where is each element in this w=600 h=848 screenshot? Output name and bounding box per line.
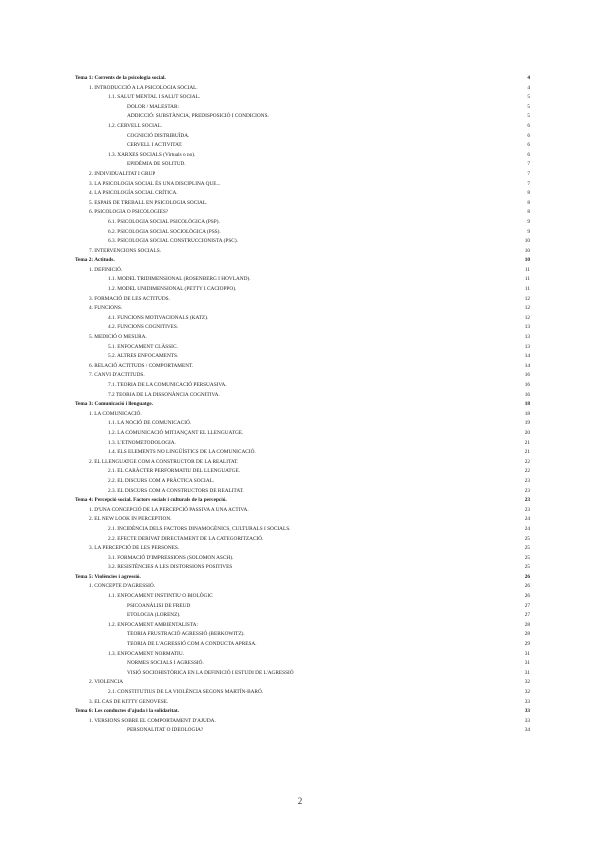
toc-entry[interactable] (75, 592, 530, 602)
toc-entry-title: 4.2. FUNCIONS COGNITIVES. (108, 324, 179, 331)
toc-entry[interactable] (75, 371, 530, 381)
toc-entry[interactable] (75, 506, 530, 516)
toc-entry-page: 4 (527, 75, 530, 81)
toc-entry[interactable] (75, 467, 530, 477)
toc-entry-page: 16 (524, 391, 530, 398)
toc-entry-page: 6 (527, 151, 530, 158)
toc-entry-page: 8 (527, 199, 530, 206)
toc-entry[interactable] (75, 582, 530, 592)
toc-chapter-entry[interactable] (75, 496, 530, 506)
toc-entry-page: 19 (524, 420, 530, 427)
toc-entry[interactable] (75, 535, 530, 545)
toc-entry[interactable] (75, 285, 530, 295)
toc-entry-title: 6.3. PSICOLOGIA SOCIAL CONSTRUCCIONISTA (PSC). (108, 238, 238, 245)
toc-entry-page: 7 (527, 161, 530, 168)
toc-entry-title: VISIÓ SOCIOHISTÒRICA EN LA DEFINICIÓ I ESTUDI DE L'AGRESSIÓ (127, 669, 294, 676)
toc-entry-page: 27 (524, 612, 530, 619)
toc-entry-page: 16 (524, 372, 530, 379)
toc-entry-title: 2. EL NEW LOOK IN PERCEPTION. (89, 516, 172, 523)
toc-entry[interactable] (75, 84, 530, 94)
toc-entry[interactable] (75, 323, 530, 333)
toc-entry[interactable] (75, 669, 530, 679)
toc-entry-title: 7. CANVI D'ACTITUDS. (89, 372, 145, 379)
toc-entry-title: Tema 4: Percepció social. Factors socials i culturals de la percepció. (75, 497, 227, 504)
toc-entry-page: 32 (524, 689, 530, 695)
toc-entry-title: 1.2. ENFOCAMENT AMBIENTALISTA: (108, 621, 198, 628)
toc-entry-page: 28 (524, 621, 530, 628)
toc-entry-title: 3. FORMACIÓ DE LES ACTITUDS. (89, 295, 170, 302)
toc-entry[interactable] (75, 429, 530, 439)
toc-entry-page: 13 (524, 343, 530, 350)
toc-entry[interactable] (75, 439, 530, 449)
toc-entry-page: 23 (524, 487, 530, 494)
toc-entry-page: 12 (524, 305, 530, 312)
toc-entry[interactable] (75, 419, 530, 429)
toc-entry[interactable] (75, 93, 530, 103)
toc-chapter-entry[interactable] (75, 256, 530, 266)
toc-entry[interactable] (75, 448, 530, 458)
toc-entry-title: 2.2. EFECTE DERIVAT DIRECTAMENT DE LA CATEGORITZACIÓ. (108, 535, 264, 542)
toc-entry[interactable] (75, 314, 530, 324)
toc-entry-title: Tema 6: Les conductes d'ajuda i la solidaritat. (75, 708, 179, 715)
toc-entry[interactable] (75, 160, 530, 170)
toc-entry-title: PSICOANÀLISI DE FREUD (127, 602, 191, 609)
toc-entry-page: 25 (524, 535, 530, 542)
toc-entry-page: 22 (524, 458, 530, 465)
toc-entry-page: 29 (524, 641, 530, 648)
toc-entry-title: 5.2. ALTRES ENFOCAMENTS. (108, 353, 179, 360)
toc-entry-page: 21 (524, 449, 530, 456)
toc-entry-title: ADDICCIÓ: SUBSTÀNCIA, PREDISPOSICIÓ I CONDICIONS. (127, 113, 269, 120)
toc-entry-title: 5. MEDICIÓ O MESURA. (89, 334, 147, 341)
toc-entry-page: 13 (524, 334, 530, 341)
toc-entry-page: 4 (527, 84, 530, 91)
toc-entry-title: 4.1. FUNCIONS MOTIVACIONALS (KATZ). (108, 314, 209, 321)
toc-entry-page: 11 (524, 266, 530, 273)
toc-entry-title: EPIDÈMIA DE SOLITUD. (127, 161, 186, 168)
toc-entry-page: 11 (524, 276, 530, 283)
toc-entry-title: 1.1. MODEL TRIDIMENSIONAL (ROSENBERG I HOVLAND). (108, 276, 251, 283)
toc-entry-page: 33 (524, 698, 530, 705)
toc-entry-page: 28 (524, 631, 530, 638)
toc-entry-title: 2. VIOLENCIA (89, 679, 124, 686)
toc-entry-page: 31 (524, 669, 530, 676)
toc-entry-title: PERSONALITAT O IDEOLOGIA? (127, 727, 204, 734)
toc-entry[interactable] (75, 678, 530, 688)
toc-entry-page: 5 (527, 94, 530, 101)
toc-entry[interactable] (75, 103, 530, 113)
toc-entry-title: 1.3. ENFOCAMENT NORMATIU. (108, 650, 184, 657)
toc-entry[interactable] (75, 304, 530, 314)
toc-entry-page: 31 (524, 650, 530, 657)
toc-entry-title: 6.2. PSICOLOGIA SOCIAL SOCIOLÒGICA (PSS). (108, 228, 221, 235)
toc-entry-title: 7.2 TEORIA DE LA DISSONÀNCIA COGNITIVA. (108, 391, 220, 398)
toc-entry[interactable] (75, 189, 530, 199)
toc-entry-page: 18 (524, 410, 530, 417)
toc-entry-page: 32 (524, 679, 530, 686)
toc-entry[interactable] (75, 151, 530, 161)
toc-entry[interactable] (75, 333, 530, 343)
toc-entry-page: 11 (524, 286, 530, 293)
toc-entry[interactable] (75, 228, 530, 238)
toc-entry[interactable] (75, 352, 530, 362)
toc-entry-title: 3.2. RESISTÈNCIES A LES DISTORSIONS POSITIVES (108, 564, 233, 571)
toc-entry-page: 10 (524, 238, 530, 245)
toc-entry-page: 26 (524, 573, 530, 580)
toc-entry[interactable] (75, 659, 530, 669)
toc-entry[interactable] (75, 391, 530, 401)
toc-entry-title: 2.1. EL CARÀCTER PERFORMATIU DEL LLENGUATGE. (108, 468, 241, 475)
toc-entry[interactable] (75, 640, 530, 650)
toc-entry[interactable] (75, 525, 530, 535)
toc-entry-title: 1.3. XARXES SOCIALS (Virtuals o no). (108, 151, 196, 158)
toc-entry[interactable] (75, 112, 530, 122)
toc-entry-title: 7.1. TEORIA DE LA COMUNICACIÓ PERSUASIVA. (108, 382, 227, 388)
toc-entry-page: 10 (524, 257, 530, 264)
toc-entry-page: 23 (524, 477, 530, 484)
toc-entry-page: 12 (524, 295, 530, 302)
toc-entry-page: 6 (527, 132, 530, 139)
toc-entry-page: 7 (527, 180, 530, 187)
toc-entry-page: 6 (527, 122, 530, 129)
toc-entry-page: 5 (527, 103, 530, 110)
toc-entry[interactable] (75, 141, 530, 151)
toc-entry-title: 1.4. ELS ELEMENTS NO LINGÜÍSTICS DE LA COMUNICACIÓ. (108, 449, 256, 456)
toc-entry[interactable] (75, 208, 530, 218)
toc-entry-title: 1.2. CERVELL SOCIAL. (108, 122, 163, 129)
toc-entry-page: 25 (524, 564, 530, 571)
toc-entry-title: 1.2. MODEL UNIDIMENSIONAL (PETTY I CACIOPPO). (108, 286, 237, 293)
toc-entry[interactable] (75, 237, 530, 247)
toc-entry-title: 1. INTRODUCCIÓ A LA PSICOLOGIA SOCIAL. (89, 84, 198, 91)
toc-entry[interactable] (75, 458, 530, 468)
toc-entry-title: 3. LA PERCEPCIÓ DE LES PERSONES. (89, 545, 180, 552)
toc-entry-title: TEORIA DE L'AGRESSIÓ COM A CONDUCTA APRESA. (127, 641, 257, 648)
toc-entry[interactable] (75, 611, 530, 621)
toc-entry[interactable] (75, 688, 530, 698)
toc-entry[interactable] (75, 275, 530, 285)
toc-entry-page: 23 (524, 506, 530, 513)
toc-entry[interactable] (75, 544, 530, 554)
toc-entry-page: 18 (524, 401, 530, 408)
toc-entry-title: Tema 2: Actituds. (75, 257, 115, 264)
toc-entry-page: 6 (527, 142, 530, 149)
toc-entry-page: 7 (527, 170, 530, 177)
toc-entry[interactable] (75, 132, 530, 142)
toc-entry-title: 1.1. SALUT MENTAL I SALUT SOCIAL. (108, 94, 201, 101)
toc-entry-title: 1.2. LA COMUNICACIÓ MITJANÇANT EL LLENGUATGE. (108, 429, 244, 436)
toc-entry-page: 24 (524, 525, 530, 532)
toc-entry-title: COGNICIÓ DISTRIBUÏDA. (127, 132, 190, 139)
toc-entry[interactable] (75, 170, 530, 180)
toc-entry-title: CERVELL I ACTIVITAT. (127, 142, 183, 149)
toc-entry-title: 2. INDIVIDUALITAT I GRUP (89, 170, 156, 177)
toc-entry[interactable] (75, 266, 530, 276)
toc-entry-title: 1. VERSIONS SOBRE EL COMPORTAMENT D'AJUDA. (89, 717, 216, 724)
toc-entry[interactable] (75, 621, 530, 631)
toc-entry-title: 1.1. LA NOCIÓ DE COMUNICACIÓ. (108, 420, 192, 427)
toc-entry-title: 1. DEFINICIÓ. (89, 266, 123, 273)
toc-entry-page: 25 (524, 545, 530, 552)
toc-entry-title: TEORIA FRUSTRACIÓ AGRESSIÓ (BERKOWITZ). (127, 631, 245, 638)
toc-entry-title: 2.1. CONSTITUTIUS DE LA VIOLÈNCIA SEGONS MARTÍN-BARÓ. (108, 689, 264, 695)
toc-entry-page: 13 (524, 324, 530, 331)
toc-entry-page: 22 (524, 468, 530, 475)
toc-entry-page: 9 (527, 228, 530, 235)
toc-entry-title: Tema 5: Violències i agressió. (75, 573, 141, 580)
toc-entry-title: 5. ESPAIS DE TREBALL EN PSICOLOGIA SOCIAL. (89, 199, 208, 206)
toc-entry-title: ETOLOGIA (LORENZ). (127, 612, 181, 619)
toc-entry[interactable] (75, 630, 530, 640)
toc-entry-title: 6. PSICOLOGIA O PSICOLOGIES? (89, 209, 169, 216)
toc-entry[interactable] (75, 247, 530, 257)
toc-entry[interactable] (75, 554, 530, 564)
toc-entry[interactable] (75, 717, 530, 727)
toc-chapter-entry[interactable] (75, 573, 530, 583)
toc-entry-page: 8 (527, 209, 530, 216)
toc-entry[interactable] (75, 726, 530, 736)
toc-entry-title: 1. CONCEPTE D'AGRESSIÓ. (89, 583, 155, 590)
toc-entry[interactable] (75, 650, 530, 660)
toc-entry-title: 1. LA COMUNICACIÓ. (89, 410, 142, 417)
toc-entry-page: 33 (524, 717, 530, 724)
toc-entry-page: 9 (527, 218, 530, 225)
toc-entry-title: 5.1. ENFOCAMENT CLÀSSIC. (108, 343, 178, 350)
toc-entry[interactable] (75, 515, 530, 525)
toc-entry-title: 4. FUNCIONS. (89, 305, 123, 312)
toc-entry-page: 26 (524, 583, 530, 590)
toc-entry-page: 21 (524, 439, 530, 446)
toc-entry-title: 2.3. EL DISCURS COM A CONSTRUCTORS DE REALITAT. (108, 487, 244, 494)
toc-entry-title: 4. LA PSICOLOGÍA SOCIAL CRÍTICA. (89, 190, 178, 197)
toc-entry[interactable] (75, 487, 530, 497)
toc-entry-title: 6. RELACIÓ ACTITUDS / COMPORTAMENT. (89, 362, 194, 369)
toc-entry[interactable] (75, 362, 530, 372)
toc-entry-title: 3.1. FORMACIÓ D'IMPRESSIONS (SOLOMON ASCH). (108, 554, 234, 561)
toc-entry-title: 7. INTERVENCIONS SOCIALS. (89, 247, 161, 254)
toc-entry[interactable] (75, 343, 530, 353)
toc-entry[interactable] (75, 199, 530, 209)
toc-entry-title: DOLOR / MALESTAR: (127, 103, 179, 110)
toc-entry-title: Tema 1: Corrents de la psicologia social. (75, 75, 166, 81)
toc-entry-title: 1.3. L'ETNOMETODOLOGIA. (108, 439, 176, 446)
toc-entry-title: 3. EL CAS DE KITTY GENOVESE. (89, 698, 169, 705)
toc-entry-page: 31 (524, 660, 530, 667)
toc-entry[interactable] (75, 602, 530, 612)
toc-chapter-entry[interactable] (75, 74, 530, 84)
table-of-contents (75, 74, 530, 736)
toc-entry[interactable] (75, 477, 530, 487)
toc-entry-page: 12 (524, 314, 530, 321)
toc-entry[interactable] (75, 295, 530, 305)
page-number: 2 (297, 796, 303, 806)
toc-entry-page: 27 (524, 602, 530, 609)
toc-entry-page: 14 (524, 353, 530, 360)
toc-entry-page: 5 (527, 113, 530, 120)
toc-entry-title: 2.2. EL DISCURS COM A PRÀCTICA SOCIAL. (108, 477, 215, 484)
toc-entry-page: 33 (524, 708, 530, 715)
toc-entry-page: 14 (524, 362, 530, 369)
toc-entry-title: NORMES SOCIALS I AGRESSIÓ. (127, 660, 204, 667)
toc-entry-title: Tema 3: Comunicació i llenguatge. (75, 401, 153, 408)
toc-entry[interactable] (75, 218, 530, 228)
toc-entry-page: 23 (524, 497, 530, 504)
toc-entry[interactable] (75, 122, 530, 132)
toc-entry-page: 26 (524, 593, 530, 600)
toc-entry-title: 2.1. INCIDÈNCIA DELS FACTORS DINAMOGÈNICS, CULTURALS I SOCIALS. (108, 525, 291, 532)
toc-entry-page: 24 (524, 516, 530, 523)
toc-entry-title: 1.1. ENFOCAMENT INSTINTIU O BIOLÒGIC (108, 593, 213, 600)
toc-chapter-entry[interactable] (75, 400, 530, 410)
toc-entry[interactable] (75, 698, 530, 708)
toc-entry-page: 25 (524, 554, 530, 561)
toc-entry-page: 16 (524, 382, 530, 388)
toc-entry-title: 2. EL LLENGUATGE COM A CONSTRUCTOR DE LA REALITAT. (89, 458, 239, 465)
toc-entry[interactable] (75, 410, 530, 420)
toc-entry-title: 3. LA PSICOLOGIA SOCIAL ÉS UNA DISCIPLINA QUE... (89, 180, 221, 187)
toc-entry-page: 20 (524, 429, 530, 436)
toc-entry-page: 10 (524, 247, 530, 254)
toc-entry-title: 1. D'UNA CONCEPCIÓ DE LA PERCEPCIÓ PASSIVA A UNA ACTIVA. (89, 506, 249, 513)
toc-entry[interactable] (75, 563, 530, 573)
toc-entry-page: 8 (527, 190, 530, 197)
toc-entry[interactable] (75, 180, 530, 190)
toc-entry[interactable] (75, 381, 530, 391)
toc-entry-page: 34 (524, 727, 530, 734)
toc-chapter-entry[interactable] (75, 707, 530, 717)
toc-entry-title: 6.1. PSICOLOGIA SOCIAL PSICOLÒGICA (PSP). (108, 218, 220, 225)
